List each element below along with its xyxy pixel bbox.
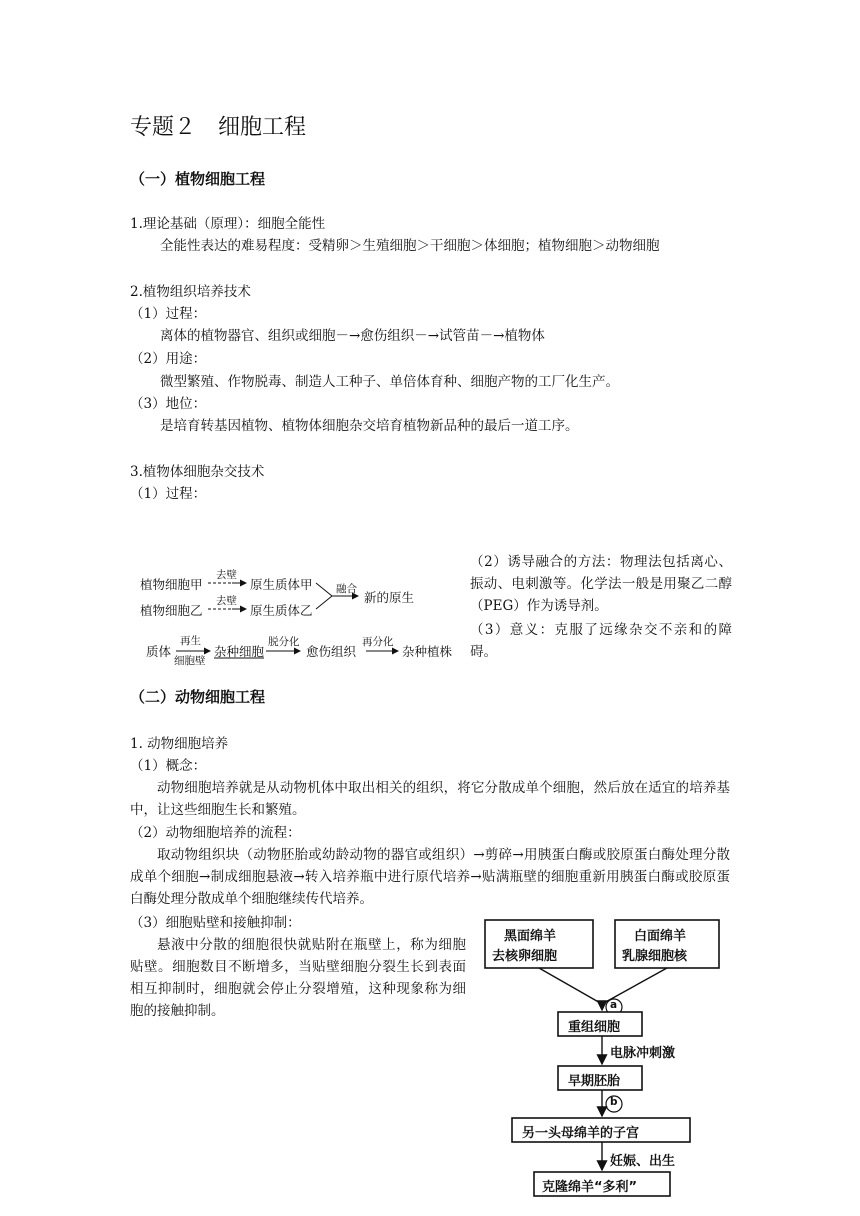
donor-egg-line1: 黑面绵羊 bbox=[504, 929, 557, 944]
flow-label: （2）动物细胞培养的流程： bbox=[130, 825, 301, 841]
totipotency-order: 全能性表达的难易程度：受精卵＞生殖细胞＞干细胞＞体细胞；植物细胞＞动物细胞 bbox=[160, 238, 660, 254]
section-heading-plant: （一）植物细胞工程 bbox=[130, 170, 266, 188]
concept-text: 动物细胞培养就是从动物机体中取出相关的组织，将它分散成单个细胞，然后放在适宜的培养基中，让这些细胞生长和繁殖。 bbox=[130, 780, 730, 818]
step-b-label: b bbox=[610, 1096, 618, 1108]
hybrid-process-label: （1）过程： bbox=[130, 486, 207, 502]
reconstructed-cell: 重组细胞 bbox=[568, 1020, 621, 1035]
surrogate-uterus: 另一头母绵羊的子宫 bbox=[522, 1126, 640, 1141]
status-label: （3）地位： bbox=[130, 396, 207, 412]
protoplast-a-label: 原生质体甲 bbox=[250, 577, 313, 592]
tissue-culture-title: 2.植物组织培养技术 bbox=[130, 284, 251, 300]
process-label: （1）过程： bbox=[130, 306, 207, 322]
new-protoplast-label: 新的原生 bbox=[364, 590, 415, 605]
protoplast-b-label: 原生质体乙 bbox=[250, 603, 313, 618]
donor-nucleus-line1: 白面绵羊 bbox=[634, 929, 687, 944]
section-heading-animal: （二）动物细胞工程 bbox=[130, 688, 266, 706]
somatic-hybridization-diagram bbox=[140, 560, 460, 670]
electric-pulse-label: 电脉冲刺激 bbox=[610, 1046, 676, 1061]
cloning-diagram bbox=[482, 914, 722, 1204]
hybrid-plant-label: 杂种植株 bbox=[402, 644, 453, 659]
fusion-significance-text: （3）意义：克服了远缘杂交不亲和的障碍。 bbox=[470, 622, 732, 660]
theory-basis: 1.理论基础（原理）：细胞全能性 bbox=[130, 216, 326, 232]
dediff-label: 脱分化 bbox=[268, 636, 300, 648]
pregnancy-birth-label: 妊娠、出生 bbox=[610, 1154, 676, 1169]
donor-nucleus-line2: 乳腺细胞核 bbox=[622, 949, 688, 964]
flow-text: 取动物组织块（动物胚胎或幼龄动物的器官或组织）→剪碎→用胰蛋白酶或胶原蛋白酶处理分散成单个细胞→制成细胞悬液→转入培养瓶中进行原代培养→贴满瓶壁的细胞重新用胰蛋白酶或胶原蛋白酶处理分散成单个细胞继续传代培养。 bbox=[130, 847, 730, 907]
regen-top-label: 再生 bbox=[180, 635, 201, 647]
animal-culture-title: 1. 动物细胞培养 bbox=[130, 736, 229, 752]
early-embryo: 早期胚胎 bbox=[568, 1074, 621, 1089]
remove-wall-a: 去壁 bbox=[216, 569, 237, 581]
fusion-method-text: （2）诱导融合的方法：物理法包括离心、振动、电刺激等。化学法一般是用聚乙二醇（PEG）作为诱导剂。 bbox=[470, 554, 732, 614]
remove-wall-b: 去壁 bbox=[216, 595, 237, 607]
step-a-label: a bbox=[610, 999, 618, 1011]
use-label: （2）用途： bbox=[130, 351, 207, 367]
status-text: 是培育转基因植物、植物体细胞杂交培育植物新品种的最后一道工序。 bbox=[160, 418, 579, 434]
adherence-label: （3）细胞贴壁和接触抑制： bbox=[130, 915, 301, 931]
process-text: 离体的植物器官、组织或细胞－→愈伤组织－→试管苗－→植物体 bbox=[160, 328, 545, 344]
fuse-label: 融合 bbox=[336, 583, 357, 595]
hybrid-cell-label: 杂种细胞 bbox=[214, 644, 265, 659]
regen-bottom-label: 细胞壁 bbox=[174, 655, 206, 667]
page-title: 专题２ 细胞工程 bbox=[130, 115, 307, 140]
adherence-text: 悬液中分散的细胞很快就贴附在瓶壁上，称为细胞贴壁。细胞数目不断增多，当贴壁细胞分裂生长到表面相互抑制时，细胞就会停止分裂增殖，这种现象称为细胞的接触抑制。 bbox=[130, 937, 466, 1019]
cell-a-label: 植物细胞甲 bbox=[140, 577, 203, 592]
clone-dolly: 克隆绵羊“多利” bbox=[542, 1180, 638, 1195]
callus-label: 愈伤组织 bbox=[306, 644, 357, 659]
rediff-label: 再分化 bbox=[362, 636, 394, 648]
concept-label: （1）概念： bbox=[130, 758, 207, 774]
row3-start-label: 质体 bbox=[146, 644, 172, 659]
cell-b-label: 植物细胞乙 bbox=[140, 603, 203, 618]
use-text: 微型繁殖、作物脱毒、制造人工种子、单倍体育种、细胞产物的工厂化生产。 bbox=[160, 374, 619, 390]
donor-egg-line2: 去核卵细胞 bbox=[492, 949, 558, 964]
hybrid-title: 3.植物体细胞杂交技术 bbox=[130, 464, 265, 480]
